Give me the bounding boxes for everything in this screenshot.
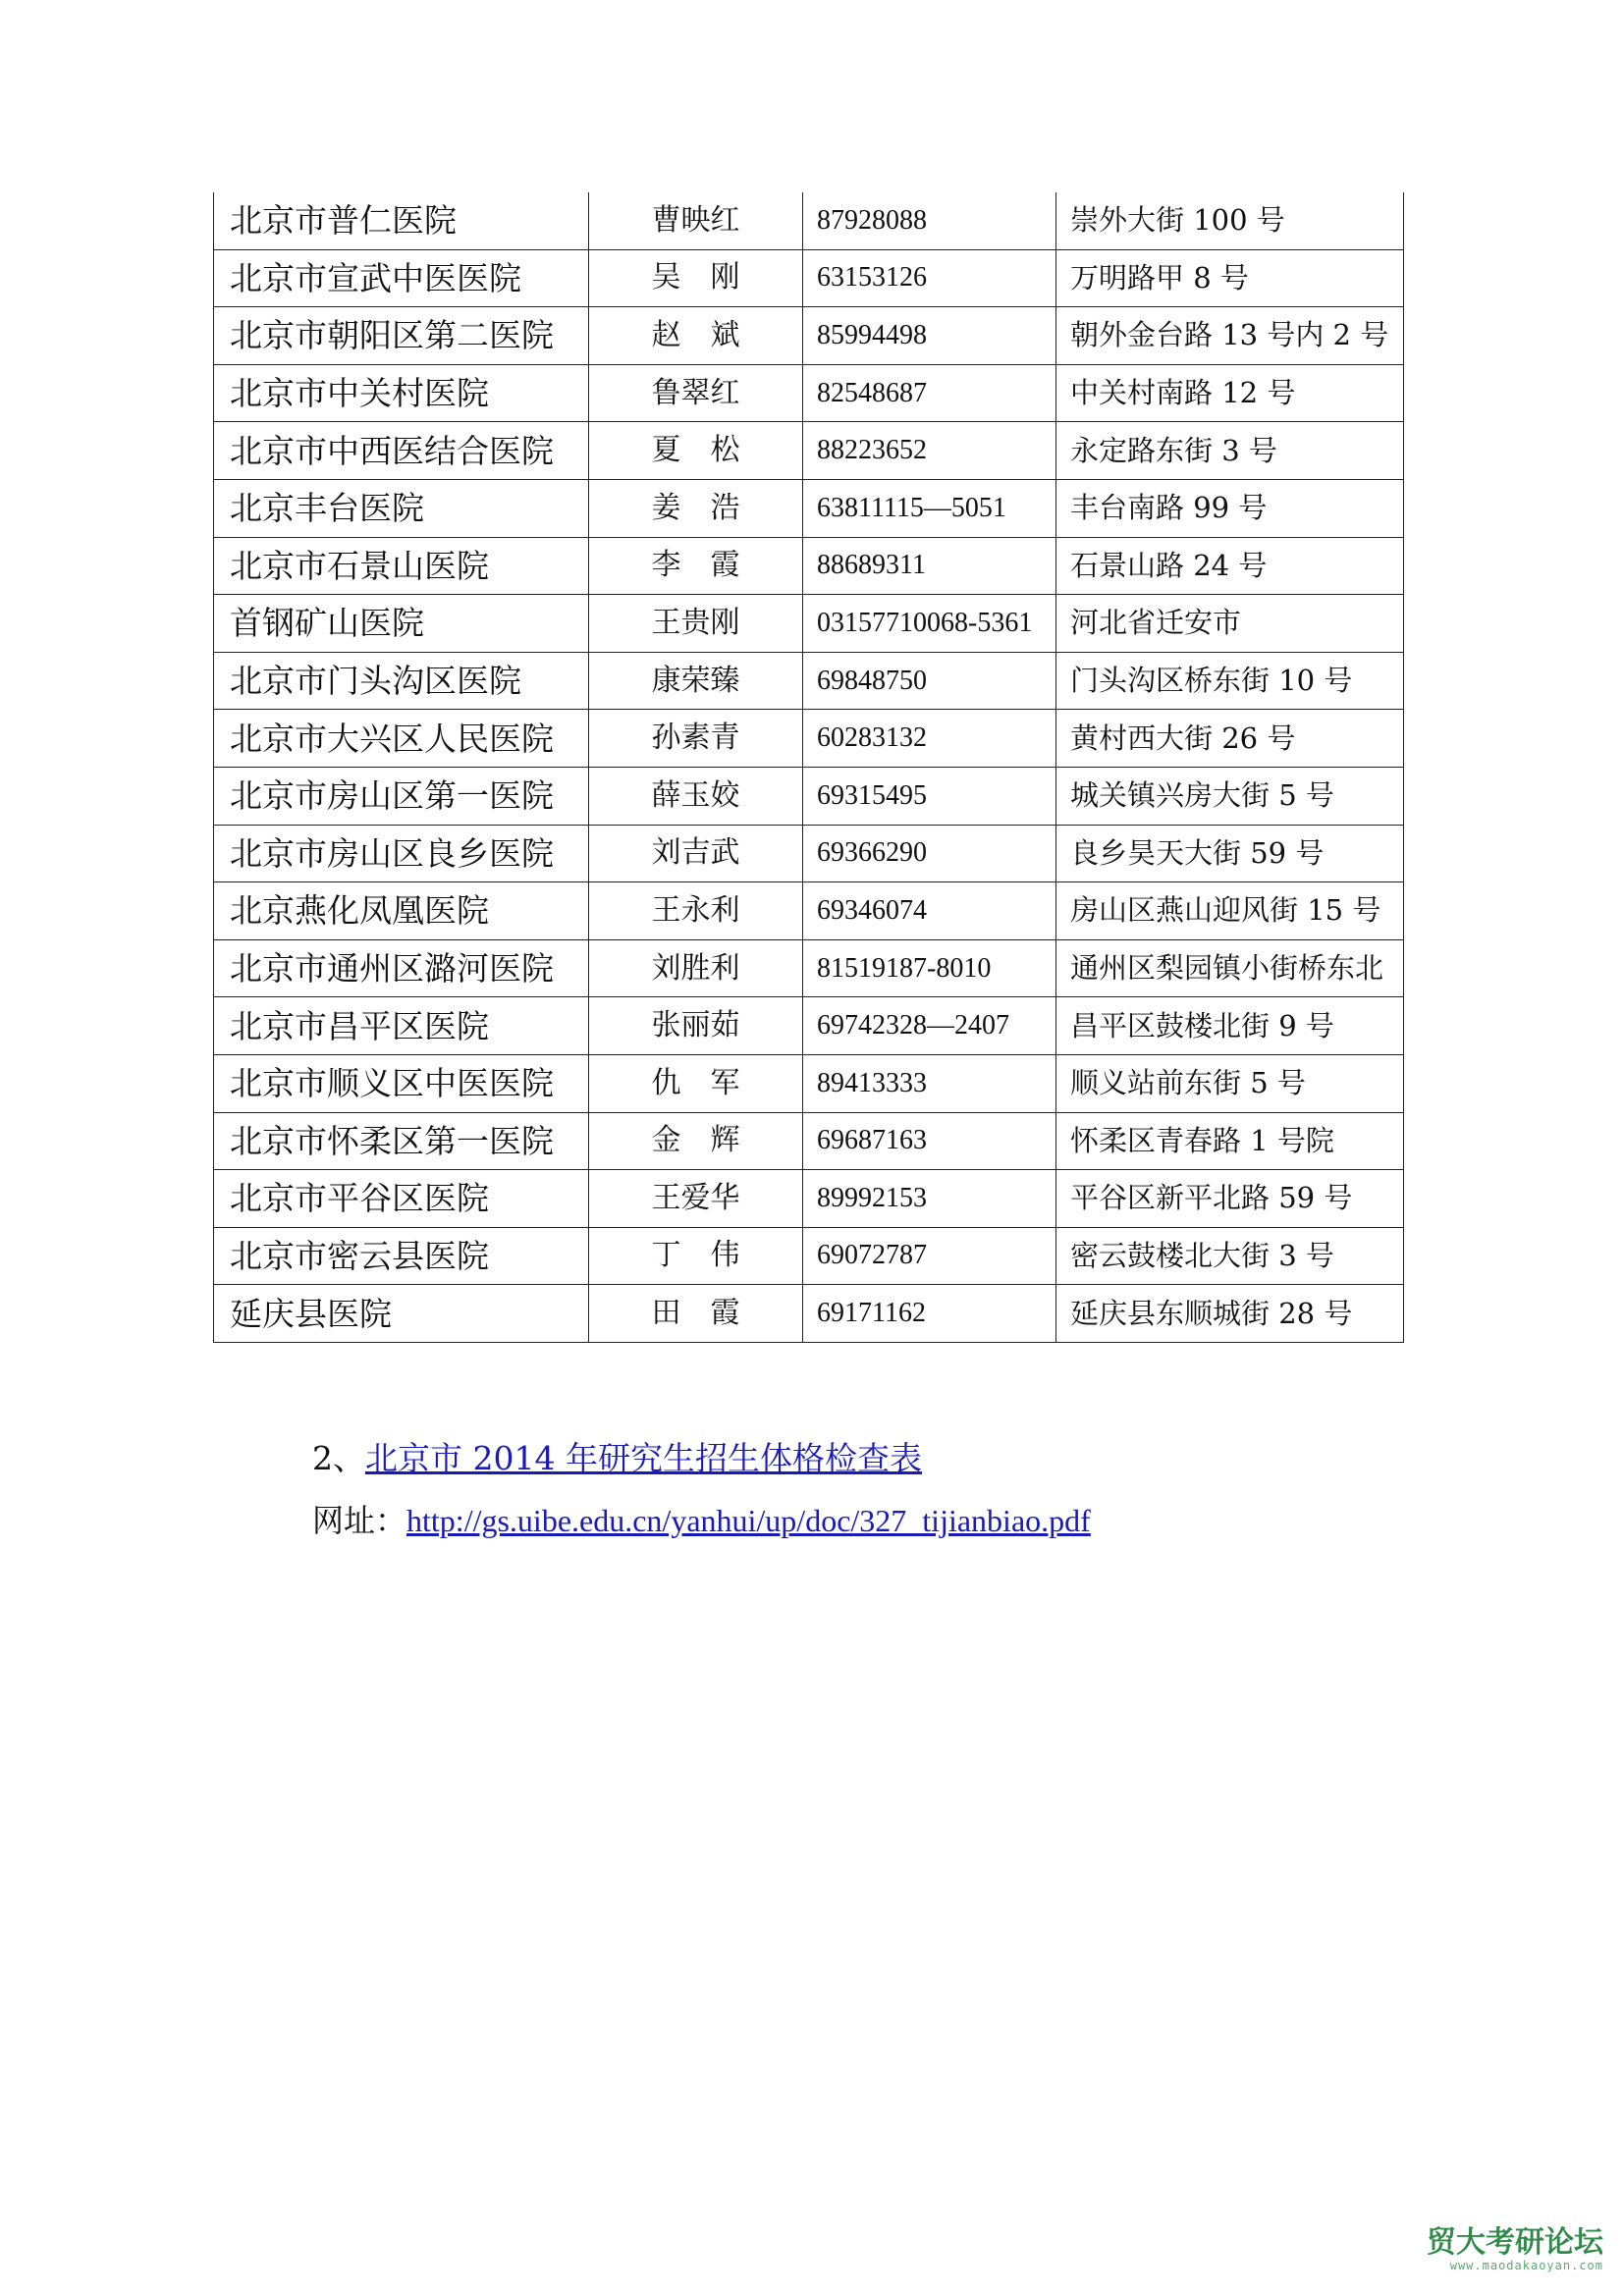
table-row [214, 1054, 1404, 1112]
hospital-name-cell: 北京市房山区良乡医院 [214, 825, 589, 882]
hospital-name-cell: 北京市昌平区医院 [214, 997, 589, 1055]
url-line [312, 1502, 1091, 1539]
contact-person-cell: 王永利 [589, 882, 803, 940]
table-row [214, 364, 1404, 422]
phone-cell: 89413333 [803, 1054, 1056, 1112]
phone-cell: 69072787 [803, 1227, 1056, 1285]
physical-exam-form-link[interactable]: 北京市 2014 年研究生招生体格检查表 [365, 1439, 922, 1477]
address-cell: 门头沟区桥东街 10 号 [1056, 652, 1404, 710]
hospital-name-cell: 北京市大兴区人民医院 [214, 710, 589, 768]
address-cell: 通州区梨园镇小街桥东北 [1056, 939, 1404, 997]
table-row [214, 1285, 1404, 1343]
contact-person-cell: 康荣臻 [589, 652, 803, 710]
hospital-name-cell: 北京市宣武中医医院 [214, 249, 589, 307]
address-cell: 永定路东街 3 号 [1056, 422, 1404, 480]
table-row [214, 537, 1404, 595]
address-cell: 城关镇兴房大街 5 号 [1056, 767, 1404, 825]
contact-person-cell: 曹映红 [589, 192, 803, 249]
table-row [214, 1227, 1404, 1285]
contact-person-cell: 吴 刚 [589, 249, 803, 307]
contact-person-cell: 姜 浩 [589, 479, 803, 537]
hospital-name-cell: 北京市门头沟区医院 [214, 652, 589, 710]
phone-cell: 69315495 [803, 767, 1056, 825]
address-cell: 丰台南路 99 号 [1056, 479, 1404, 537]
address-cell: 崇外大街 100 号 [1056, 192, 1404, 249]
table-row [214, 595, 1404, 653]
address-cell: 房山区燕山迎风街 15 号 [1056, 882, 1404, 940]
contact-person-cell: 鲁翠红 [589, 364, 803, 422]
pdf-url-link[interactable]: http://gs.uibe.edu.cn/yanhui/up/doc/327_tijianbiao.pdf [406, 1503, 1091, 1538]
table-row [214, 1170, 1404, 1228]
hospital-contact-table [213, 192, 1404, 1343]
address-cell: 平谷区新平北路 59 号 [1056, 1170, 1404, 1228]
address-cell: 密云鼓楼北大街 3 号 [1056, 1227, 1404, 1285]
phone-cell: 85994498 [803, 307, 1056, 365]
hospital-name-cell: 北京市朝阳区第二医院 [214, 307, 589, 365]
hospital-name-cell: 首钢矿山医院 [214, 595, 589, 653]
address-cell: 中关村南路 12 号 [1056, 364, 1404, 422]
phone-cell: 69848750 [803, 652, 1056, 710]
contact-person-cell: 刘胜利 [589, 939, 803, 997]
hospital-name-cell: 北京市中西医结合医院 [214, 422, 589, 480]
table-body [214, 192, 1404, 1342]
address-cell: 昌平区鼓楼北街 9 号 [1056, 997, 1404, 1055]
phone-cell: 88223652 [803, 422, 1056, 480]
address-cell: 朝外金台路 13 号内 2 号 [1056, 307, 1404, 365]
phone-cell: 60283132 [803, 710, 1056, 768]
site-watermark [1427, 2226, 1603, 2272]
hospital-name-cell: 北京市房山区第一医院 [214, 767, 589, 825]
phone-cell: 69346074 [803, 882, 1056, 940]
table-row [214, 825, 1404, 882]
item-2-line [312, 1439, 922, 1478]
contact-person-cell: 赵 斌 [589, 307, 803, 365]
hospital-name-cell: 北京丰台医院 [214, 479, 589, 537]
contact-person-cell: 孙素青 [589, 710, 803, 768]
hospital-name-cell: 北京市通州区潞河医院 [214, 939, 589, 997]
table-row [214, 767, 1404, 825]
contact-person-cell: 李 霞 [589, 537, 803, 595]
table-row [214, 939, 1404, 997]
phone-cell: 87928088 [803, 192, 1056, 249]
address-cell: 黄村西大街 26 号 [1056, 710, 1404, 768]
table-row [214, 1112, 1404, 1170]
hospital-name-cell: 北京市密云县医院 [214, 1227, 589, 1285]
address-cell: 石景山路 24 号 [1056, 537, 1404, 595]
table-row [214, 422, 1404, 480]
table-row [214, 249, 1404, 307]
hospital-name-cell: 北京市石景山医院 [214, 537, 589, 595]
phone-cell: 69687163 [803, 1112, 1056, 1170]
watermark-title: 贸大考研论坛 [1427, 2225, 1603, 2260]
phone-cell: 69742328—2407 [803, 997, 1056, 1055]
phone-cell: 03157710068-5361 [803, 595, 1056, 653]
contact-person-cell: 夏 松 [589, 422, 803, 480]
hospital-name-cell: 北京市普仁医院 [214, 192, 589, 249]
hospital-name-cell: 延庆县医院 [214, 1285, 589, 1343]
address-cell: 延庆县东顺城街 28 号 [1056, 1285, 1404, 1343]
phone-cell: 88689311 [803, 537, 1056, 595]
table-row [214, 192, 1404, 249]
watermark-url: www.maodakaoyan.com [1449, 2259, 1603, 2272]
contact-person-cell: 薛玉姣 [589, 767, 803, 825]
table-row [214, 652, 1404, 710]
phone-cell: 63153126 [803, 249, 1056, 307]
hospital-name-cell: 北京燕化凤凰医院 [214, 882, 589, 940]
address-cell: 良乡昊天大街 59 号 [1056, 825, 1404, 882]
hospital-name-cell: 北京市平谷区医院 [214, 1170, 589, 1228]
hospital-name-cell: 北京市中关村医院 [214, 364, 589, 422]
contact-person-cell: 丁 伟 [589, 1227, 803, 1285]
phone-cell: 81519187-8010 [803, 939, 1056, 997]
table-row [214, 882, 1404, 940]
phone-cell: 89992153 [803, 1170, 1056, 1228]
table-row [214, 997, 1404, 1055]
contact-person-cell: 张丽茹 [589, 997, 803, 1055]
address-cell: 万明路甲 8 号 [1056, 249, 1404, 307]
contact-person-cell: 王爱华 [589, 1170, 803, 1228]
phone-cell: 82548687 [803, 364, 1056, 422]
url-label: 网址： [312, 1502, 407, 1539]
phone-cell: 69171162 [803, 1285, 1056, 1343]
phone-cell: 63811115—5051 [803, 479, 1056, 537]
table-row [214, 710, 1404, 768]
contact-person-cell: 刘吉武 [589, 825, 803, 882]
table-row [214, 307, 1404, 365]
address-cell: 顺义站前东街 5 号 [1056, 1054, 1404, 1112]
hospital-name-cell: 北京市怀柔区第一医院 [214, 1112, 589, 1170]
phone-cell: 69366290 [803, 825, 1056, 882]
contact-person-cell: 金 辉 [589, 1112, 803, 1170]
hospital-name-cell: 北京市顺义区中医医院 [214, 1054, 589, 1112]
address-cell: 怀柔区青春路 1 号院 [1056, 1112, 1404, 1170]
contact-person-cell: 王贵刚 [589, 595, 803, 653]
contact-person-cell: 田 霞 [589, 1285, 803, 1343]
address-cell: 河北省迁安市 [1056, 595, 1404, 653]
item-2-number: 2、 [312, 1439, 365, 1477]
table-row [214, 479, 1404, 537]
contact-person-cell: 仇 军 [589, 1054, 803, 1112]
